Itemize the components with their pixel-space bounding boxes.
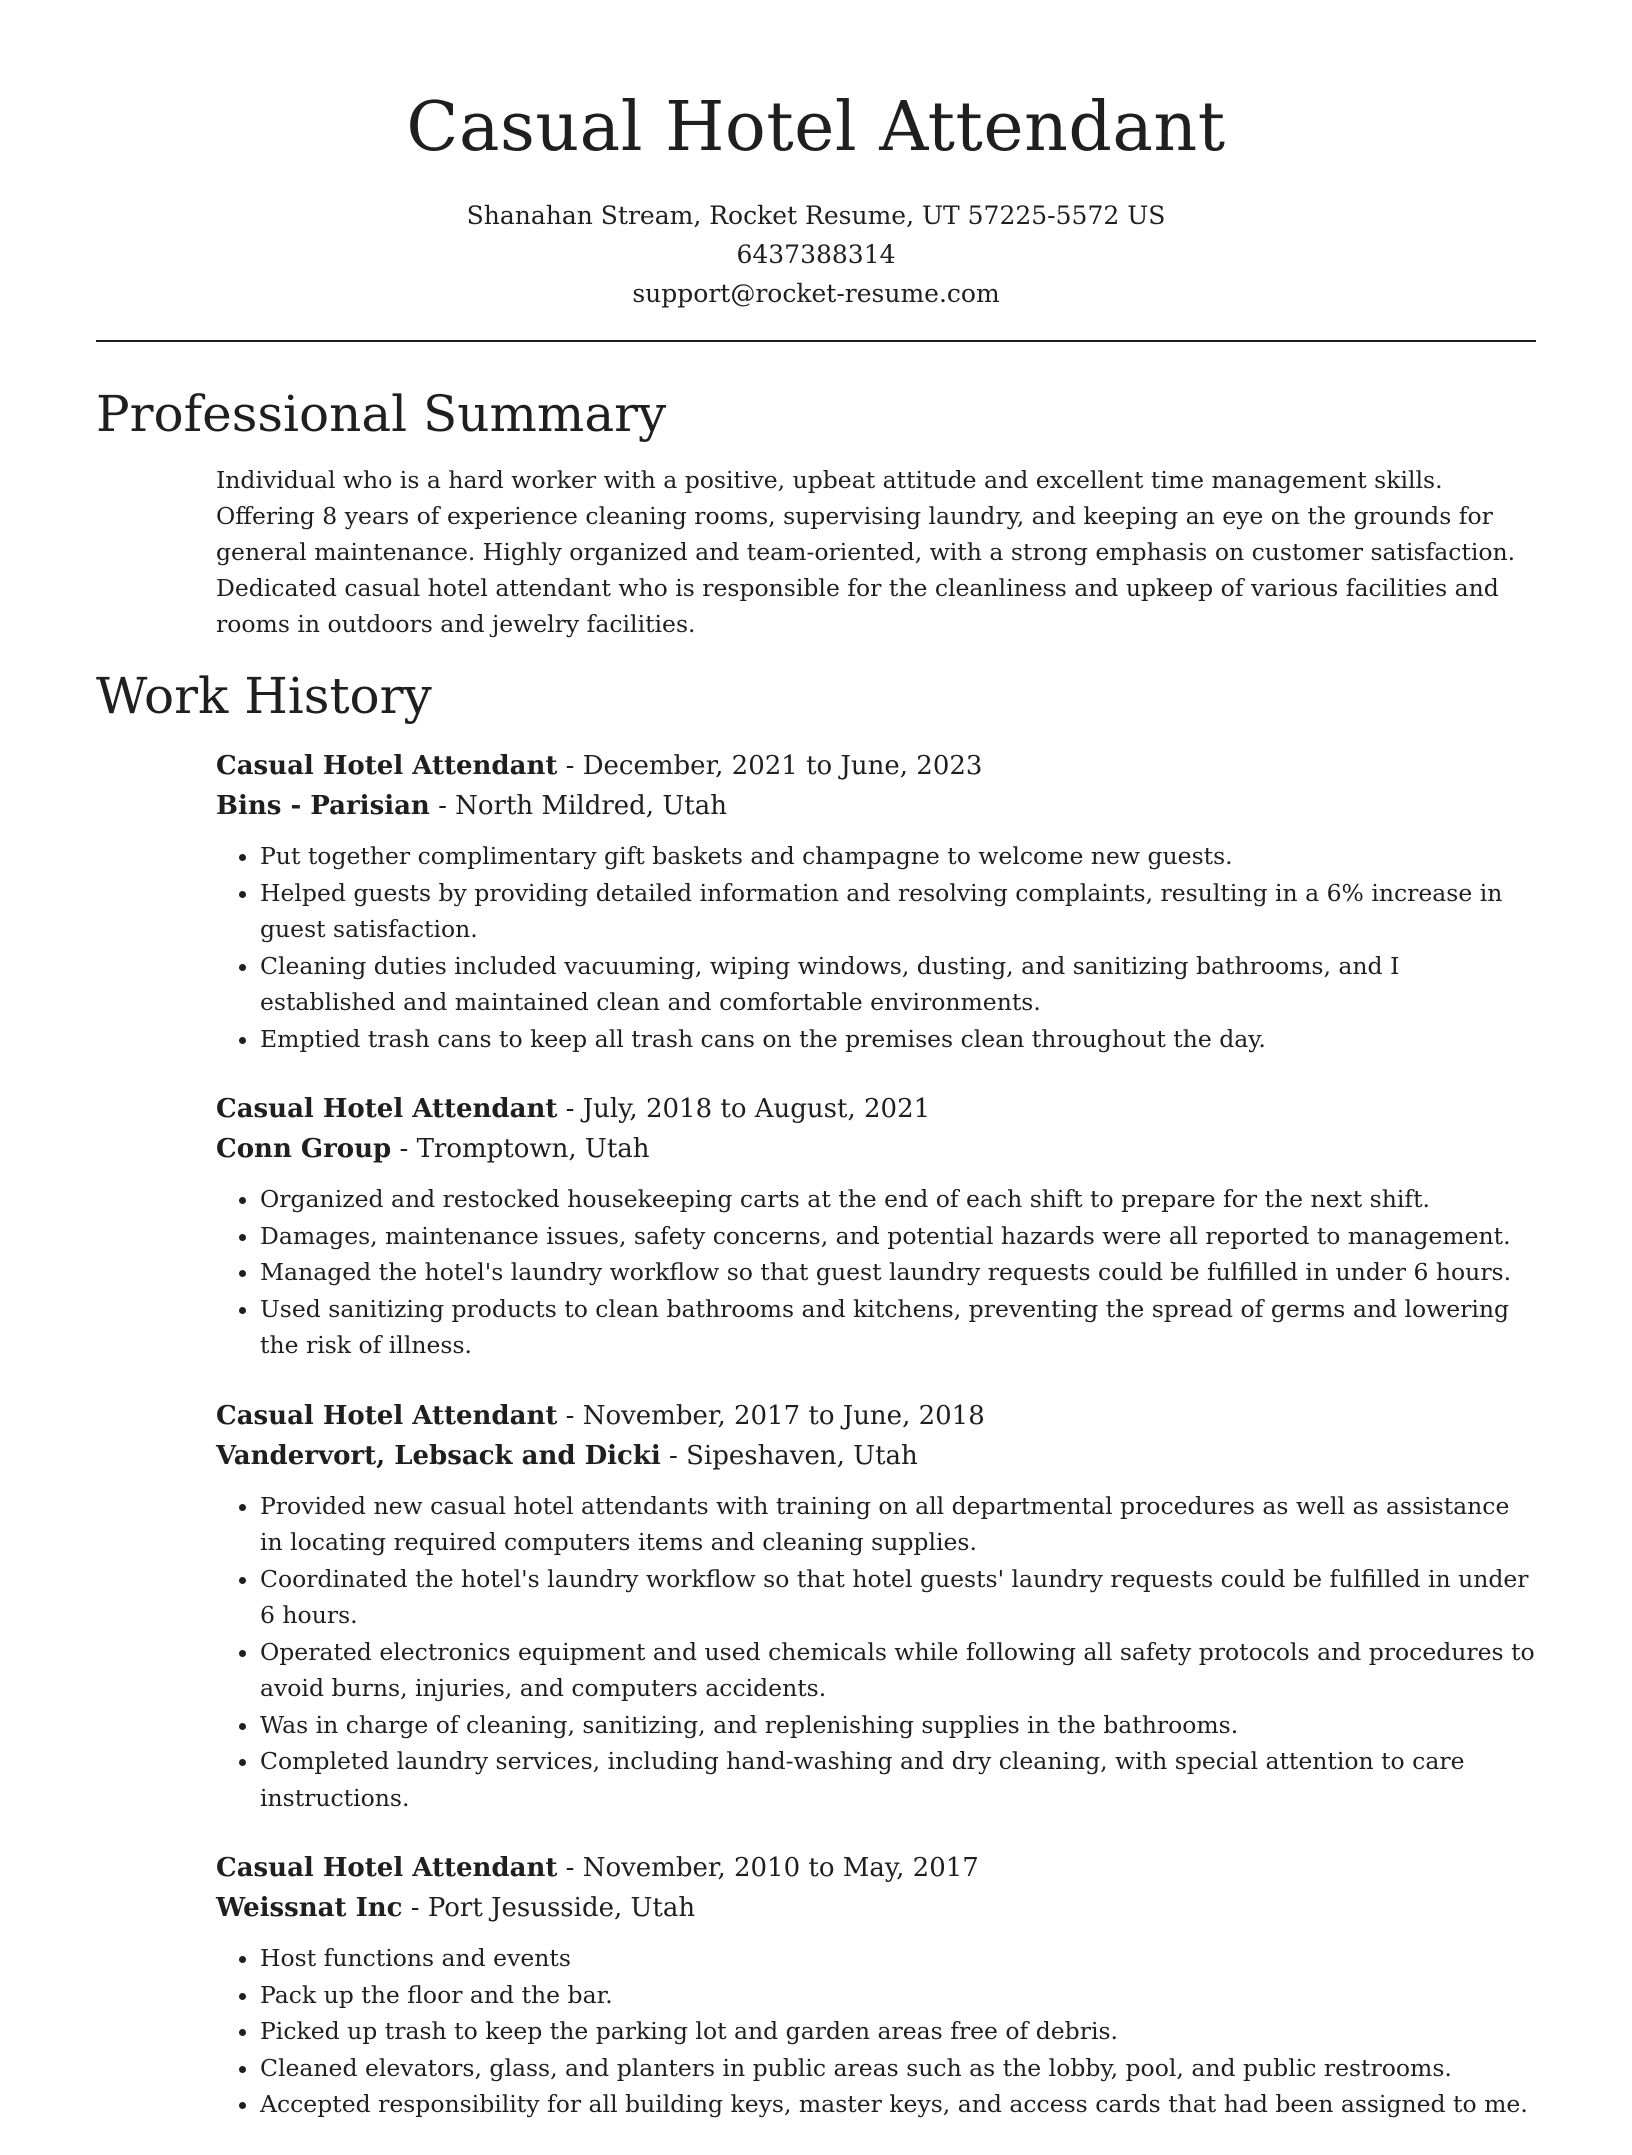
- list-item: • Managed the hotel's laundry workflow so that guest laundry requests could be fulfilled in under 6 hours.: [260, 1254, 1536, 1291]
- job-title: Casual Hotel Attendant: [216, 1400, 558, 1431]
- work-history: [216, 746, 1536, 2155]
- list-item: • Was in charge of cleaning, sanitizing, and replenishing supplies in the bathrooms.: [260, 1707, 1536, 1744]
- job-title-line: Casual Hotel Attendant - December, 2021 to June, 2023: [216, 751, 983, 781]
- summary-text: Individual who is a hard worker with a positive, upbeat attitude and excellent time management skills. Offering 8 years of experience cleaning rooms, supervising laundry, and keeping an eye on the grounds for general maintenance. Highly organized and team-oriented, with a strong emphasis on customer satisfaction. Dedicated casual hotel attendant who is responsible for the cleanliness and upkeep of various facilities and rooms in outdoors and jewelry facilities.: [216, 466, 1516, 638]
- job-bullets: [216, 838, 1536, 1057]
- job-entry: [216, 1396, 1536, 1817]
- company-name: Bins - Parisian: [216, 791, 430, 821]
- header-divider: [96, 340, 1536, 342]
- contact-info: [0, 196, 1632, 313]
- work-history-heading: Work History: [96, 667, 432, 725]
- company-name: Weissnat Inc: [216, 1893, 403, 1923]
- company-name: Conn Group: [216, 1134, 392, 1164]
- list-item: • Emptied trash cans to keep all trash cans on the premises clean throughout the day.: [260, 1021, 1536, 1058]
- job-location: Sipeshaven, Utah: [686, 1440, 918, 1471]
- job-bullets: [216, 1940, 1536, 2123]
- job-title-line: Casual Hotel Attendant - November, 2010 to May, 2017: [216, 1853, 979, 1883]
- list-item: • Cleaning duties included vacuuming, wiping windows, dusting, and sanitizing bathrooms, and I established and maintained clean and comfortable environments.: [260, 948, 1536, 1021]
- job-company-line: Bins - Parisian - North Mildred, Utah: [216, 791, 727, 821]
- job-title: Casual Hotel Attendant: [216, 1094, 558, 1124]
- list-item: • Operated electronics equipment and used chemicals while following all safety protocols and procedures to avoid burns, injuries, and computers accidents.: [260, 1634, 1536, 1707]
- job-entry: [216, 1089, 1536, 1364]
- job-company-line: Vandervort, Lebsack and Dicki - Sipeshaven, Utah: [216, 1440, 918, 1471]
- job-title-line: Casual Hotel Attendant - July, 2018 to August, 2021: [216, 1094, 931, 1124]
- job-title: Casual Hotel Attendant: [216, 1853, 558, 1883]
- job-location: North Mildred, Utah: [455, 791, 727, 821]
- list-item: • Accepted responsibility for all building keys, master keys, and access cards that had been assigned to me.: [260, 2086, 1536, 2123]
- job-dates: July, 2018 to August, 2021: [582, 1094, 931, 1124]
- list-item: • Completed laundry services, including hand-washing and dry cleaning, with special attention to care instructions.: [260, 1743, 1536, 1816]
- resume-header: [0, 0, 1632, 313]
- list-item: • Put together complimentary gift baskets and champagne to welcome new guests.: [260, 838, 1536, 875]
- job-bullets: [216, 1181, 1536, 1364]
- job-location: Tromptown, Utah: [416, 1134, 650, 1164]
- list-item: • Pack up the floor and the bar.: [260, 1977, 1536, 2014]
- address: Shanahan Stream, Rocket Resume, UT 57225-5572 US: [466, 201, 1166, 230]
- list-item: • Coordinated the hotel's laundry workflow so that hotel guests' laundry requests could be fulfilled in under 6 hours.: [260, 1561, 1536, 1634]
- list-item: • Used sanitizing products to clean bathrooms and kitchens, preventing the spread of germs and lowering the risk of illness.: [260, 1291, 1536, 1364]
- job-company-line: Weissnat Inc - Port Jesusside, Utah: [216, 1893, 696, 1923]
- list-item: • Damages, maintenance issues, safety concerns, and potential hazards were all reported to management.: [260, 1218, 1536, 1255]
- job-dates: December, 2021 to June, 2023: [582, 751, 983, 781]
- list-item: • Cleaned elevators, glass, and planters in public areas such as the lobby, pool, and public restrooms.: [260, 2050, 1536, 2087]
- list-item: • Host functions and events: [260, 1940, 1536, 1977]
- job-title-line: Casual Hotel Attendant - November, 2017 to June, 2018: [216, 1400, 985, 1431]
- job-company-line: Conn Group - Tromptown, Utah: [216, 1134, 650, 1164]
- candidate-name: Casual Hotel Attendant: [406, 88, 1226, 167]
- phone: 6437388314: [736, 240, 896, 269]
- list-item: • Picked up trash to keep the parking lot and garden areas free of debris.: [260, 2013, 1536, 2050]
- list-item: • Organized and restocked housekeeping carts at the end of each shift to prepare for the next shift.: [260, 1181, 1536, 1218]
- job-bullets: [216, 1488, 1536, 1817]
- list-item: • Helped guests by providing detailed information and resolving complaints, resulting in a 6% increase in guest satisfaction.: [260, 875, 1536, 948]
- job-location: Port Jesusside, Utah: [427, 1893, 696, 1923]
- job-title: Casual Hotel Attendant: [216, 751, 558, 781]
- company-name: Vandervort, Lebsack and Dicki: [216, 1440, 661, 1471]
- list-item: • Provided new casual hotel attendants with training on all departmental procedures as well as assistance in locating required computers items and cleaning supplies.: [260, 1488, 1536, 1561]
- job-entry: [216, 746, 1536, 1057]
- job-dates: November, 2017 to June, 2018: [582, 1400, 985, 1431]
- job-dates: November, 2010 to May, 2017: [582, 1853, 979, 1883]
- email: support@rocket-resume.com: [632, 279, 1000, 308]
- job-entry: [216, 1848, 1536, 2123]
- summary-heading: Professional Summary: [96, 385, 667, 443]
